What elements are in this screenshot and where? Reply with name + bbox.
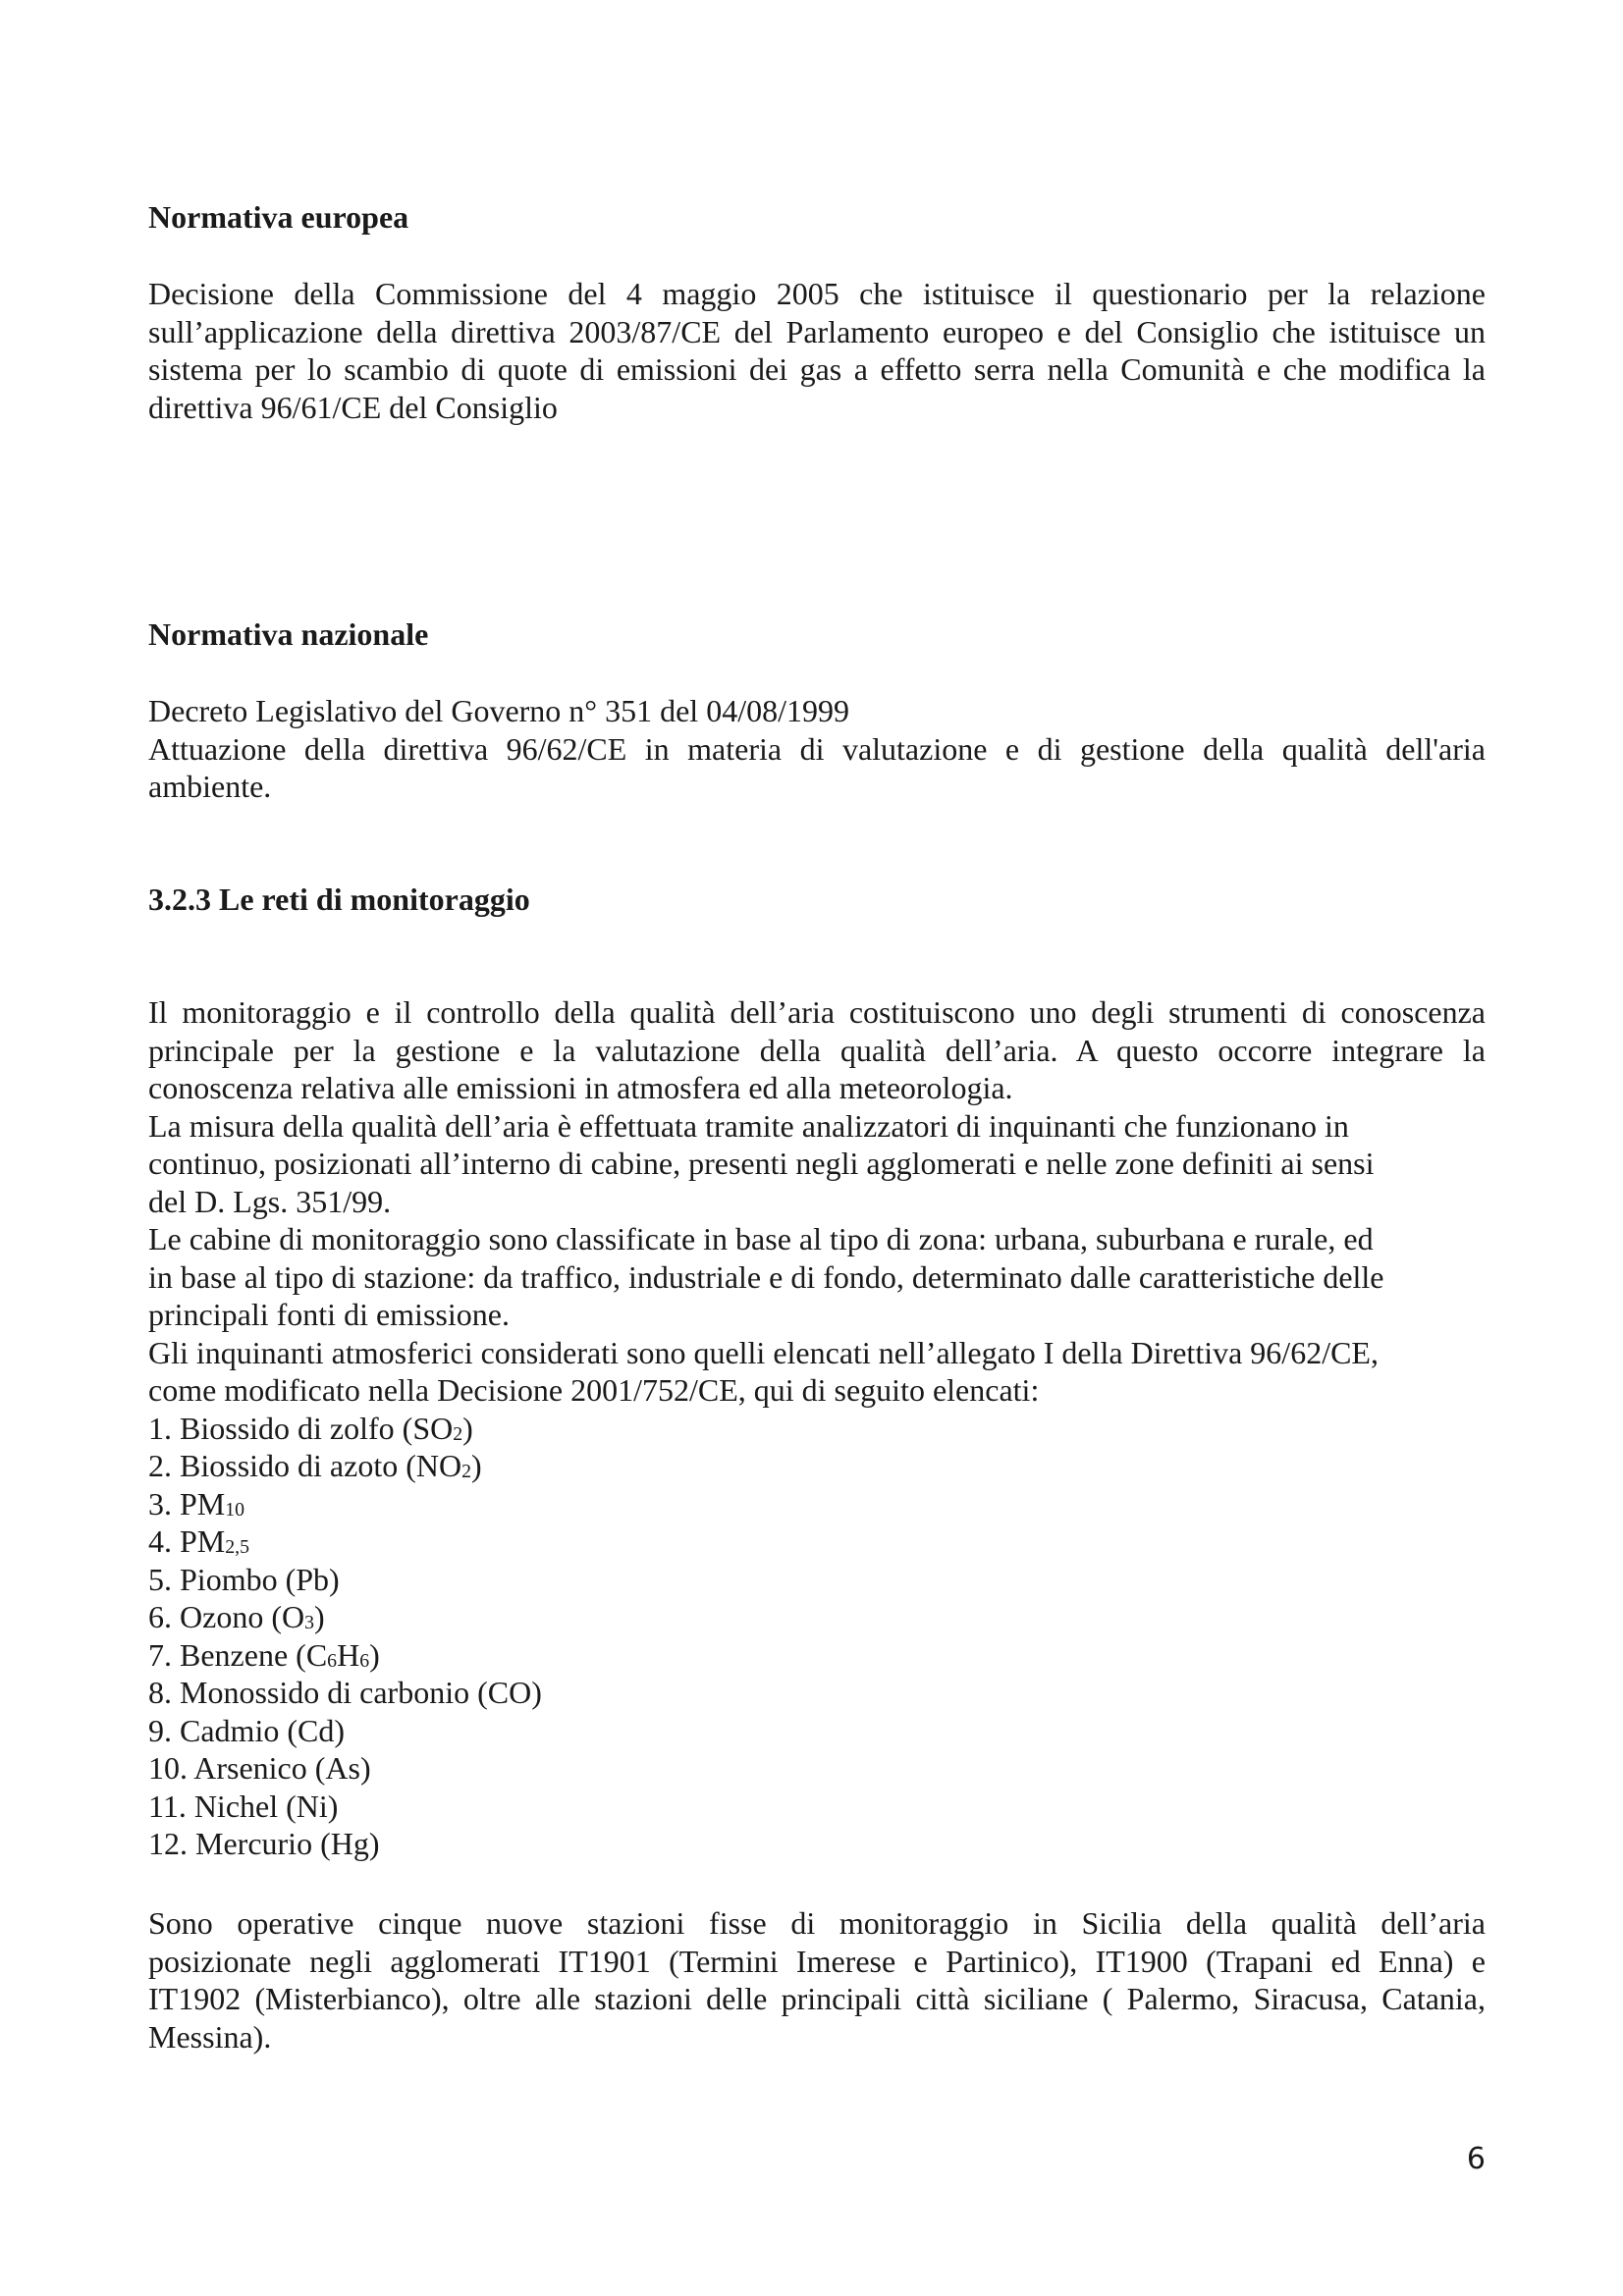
text-line: sull’applicazione della direttiva 2003/87/CE del Parlamento europeo e del Consiglio che istituisce un <box>148 313 1486 349</box>
list-item: 7. Benzene $(C_6H_6)$ <box>148 1636 380 1673</box>
text-line: Attuazione della direttiva 96/62/CE in materia di valutazione e di gestione della qualità dell'aria <box>148 730 1486 767</box>
list-item: 8. Monossido di carbonio (CO) <box>148 1675 542 1710</box>
list-item: 6. Ozono $(O_3)$ <box>148 1599 325 1634</box>
text-line: conoscenza relativa alle emissioni in atmosfera ed alla meteorologia. <box>148 1070 1013 1105</box>
text-line: Gli inquinanti atmosferici considerati sono quelli elencati nell’allegato I della Direttiva 96/62/CE, <box>148 1334 1379 1370</box>
text-line: Sono operative cinque nuove stazioni fisse di monitoraggio in Sicilia della qualità dell’aria <box>148 1905 1486 1941</box>
heading-normativa-europea: Normativa europea <box>148 199 409 235</box>
text-line: Decreto Legislativo del Governo n° 351 del 04/08/1999 <box>148 693 849 728</box>
paragraph-eu-decision <box>148 275 1486 426</box>
list-item: 12. Mercurio (Hg) <box>148 1826 380 1861</box>
heading-normativa-nazionale: Normativa nazionale <box>148 616 429 652</box>
list-item: 9. Cadmio (Cd) <box>148 1712 345 1748</box>
text-line: come modificato nella Decisione 2001/752/CE, qui di seguito elencati: <box>148 1372 1040 1408</box>
text-line: posizionate negli agglomerati IT1901 (Termini Imerese e Partinico), IT1900 (Trapani ed Enna) e <box>148 1943 1486 1979</box>
text-line: sistema per lo scambio di quote di emissioni dei gas a effetto serra nella Comunità e che modifica la <box>148 351 1486 387</box>
text-line: Decisione della Commissione del 4 maggio 2005 che istituisce il questionario per la relazione <box>148 276 1486 311</box>
text-line: principali fonti di emissione. <box>148 1297 510 1332</box>
text-line: ambiente. <box>148 769 272 804</box>
list-item: 4. $PM_{2,5}$ <box>148 1523 250 1559</box>
text-line: in base al tipo di stazione: da traffico, industriale e di fondo, determinato dalle caratteristiche delle <box>148 1258 1384 1295</box>
text-line: La misura della qualità dell’aria è effettuata tramite analizzatori di inquinanti che funzionano in <box>148 1107 1349 1144</box>
text-line: principale per la gestione e la valutazione della qualità dell’aria. A questo occorre integrare la <box>148 1032 1486 1068</box>
text-line: Il monitoraggio e il controllo della qualità dell’aria costituiscono uno degli strumenti di conoscenza <box>148 994 1486 1030</box>
text-line: direttiva 96/61/CE del Consiglio <box>148 389 558 425</box>
page-number: 6 <box>1466 2142 1486 2176</box>
section-heading: 3.2.3 Le reti di monitoraggio <box>148 881 530 917</box>
list-item: 3. $PM_{10}$ <box>148 1485 245 1522</box>
text-line: Le cabine di monitoraggio sono classificate in base al tipo di zona: urbana, suburbana e rurale, ed <box>148 1221 1374 1256</box>
paragraph-monitoring <box>148 993 1486 1863</box>
list-item: 10. Arsenico (As) <box>148 1750 371 1786</box>
text-line: IT1902 (Misterbianco), oltre alle stazioni delle principali città siciliane ( Palermo, Siracusa, Catania, <box>148 1981 1486 2016</box>
text-line: continuo, posizionati all’interno di cabine, presenti negli agglomerati e nelle zone definiti ai sensi <box>148 1146 1375 1181</box>
list-item: 11. Nichel (Ni) <box>148 1788 339 1824</box>
text-line: del D. Lgs. 351/99. <box>148 1183 392 1219</box>
list-item: 2. Biossido di azoto $(NO_2)$ <box>148 1448 482 1483</box>
paragraph-stations <box>148 1904 1486 2056</box>
text-line: Messina). <box>148 2018 272 2055</box>
paragraph-national-decree <box>148 692 1486 806</box>
list-item: 1. Biossido di zolfo $(SO_2)$ <box>148 1410 473 1446</box>
list-item: 5. Piombo (Pb) <box>148 1561 340 1597</box>
